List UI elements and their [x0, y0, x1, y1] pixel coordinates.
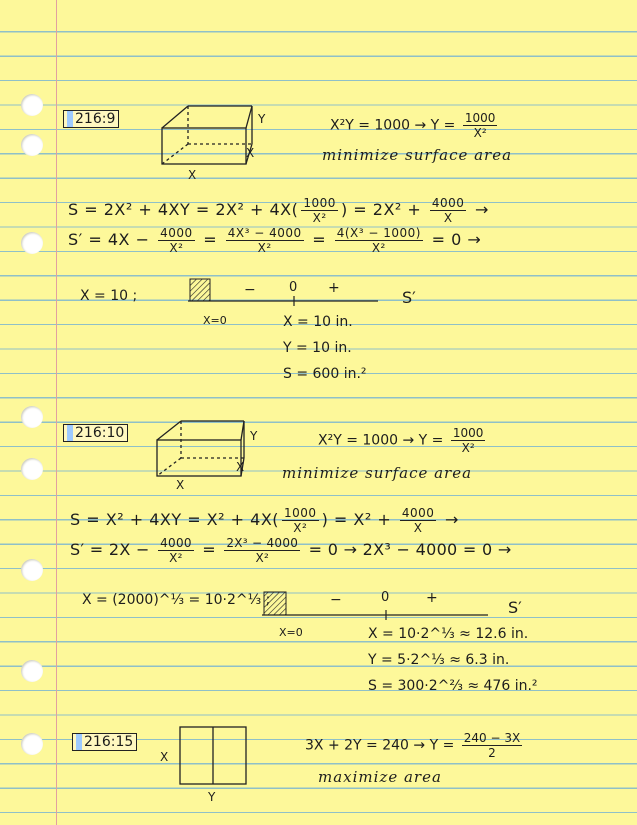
sign-chart-1 — [188, 279, 378, 306]
constraint-fraction: $\frac{240 - 3X}{2}$ — [463, 731, 521, 760]
constraint-equation: X²Y = 1000 → Y = $\frac{1000}{\text{X²}}$ — [318, 426, 484, 455]
constraint-equation: 3X + 2Y = 240 → Y = $\frac{240 - 3X}{2}$ — [305, 731, 521, 760]
result-x: X = 10·2^⅓ ≈ 12.6 in. — [368, 626, 529, 642]
derivative-equation: S′ = 2X − $\frac{4000}{\text{X²}}$ = $\frac{\text{2X³ − 4000}}{\text{X²}}$ = 0 → 2X³ − 4000 = 0 → — [70, 536, 512, 565]
box-label-x-side: X — [236, 460, 245, 474]
sign-zero: 0 — [289, 280, 298, 295]
open-box-sketch-1 — [162, 106, 255, 164]
result-y: Y = 10 in. — [283, 340, 352, 356]
sign-zero: 0 — [381, 590, 390, 605]
constraint-fraction: $\frac{1000}{\text{X²}}$ — [464, 111, 496, 140]
box-label-x-side: X — [246, 146, 255, 160]
problem-number-label: 216:9 — [63, 110, 119, 128]
rect-label-x: X — [160, 750, 169, 764]
result-s: S = 600 in.² — [283, 366, 367, 382]
sign-minus: − — [244, 282, 256, 298]
sign-minus: − — [330, 592, 342, 608]
sign-chart-label: S′ — [508, 598, 522, 617]
problem-number-label: 216:10 — [63, 424, 128, 442]
surface-area-equation: S = X² + 4XY = X² + 4X( $\frac{1000}{\text{X²}}$ ) = X² + $\frac{4000}{X}$ → — [70, 506, 459, 535]
problem-number-label: 216:15 — [72, 733, 137, 751]
constraint-equation: X²Y = 1000 → Y = $\frac{1000}{\text{X²}}$ — [330, 111, 496, 140]
sign-chart-start: X=0 — [279, 626, 303, 639]
sign-chart-start: X=0 — [203, 314, 227, 327]
result-s: S = 300·2^⅔ ≈ 476 in.² — [368, 678, 538, 694]
box-label-y: Y — [250, 429, 258, 443]
constraint-fraction: $\frac{1000}{\text{X²}}$ — [452, 426, 484, 455]
surface-area-equation: S = 2X² + 4XY = 2X² + 4X( $\frac{1000}{\text{X²}}$ ) = 2X² + $\frac{4000}{X}$ → — [68, 196, 489, 225]
sign-plus: + — [426, 590, 438, 606]
open-box-sketch-2 — [157, 421, 244, 476]
box-label-x-bottom: X — [188, 168, 197, 182]
critical-point: X = 10 ; — [80, 288, 138, 304]
goal-text: minimize surface area — [322, 146, 513, 164]
result-x: X = 10 in. — [283, 314, 353, 330]
rect-label-y: Y — [208, 790, 216, 804]
box-label-y: Y — [258, 112, 266, 126]
critical-point: X = (2000)^⅓ = 10·2^⅓ ; — [82, 592, 271, 608]
goal-text: maximize area — [318, 768, 442, 786]
sign-plus: + — [328, 280, 340, 296]
box-label-x-bottom: X — [176, 478, 185, 492]
goal-text: minimize surface area — [282, 464, 473, 482]
derivative-equation: S′ = 4X − $\frac{4000}{\text{X²}}$ = $\frac{\text{4X³ − 4000}}{\text{X²}}$ = $\frac{\text{4(X³ − 1000)}}{\text{X²}}$ = 0 → — [68, 226, 482, 255]
result-y: Y = 5·2^⅓ ≈ 6.3 in. — [368, 652, 510, 668]
sign-chart-2 — [262, 592, 488, 620]
fenced-rectangle-sketch — [180, 727, 246, 784]
sign-chart-label: S′ — [402, 288, 416, 307]
